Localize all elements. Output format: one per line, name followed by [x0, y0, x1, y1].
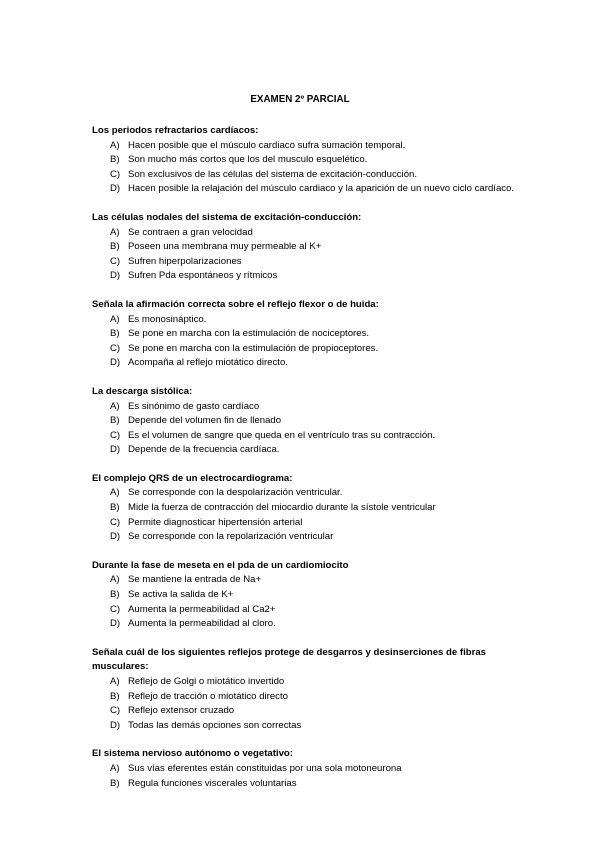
answer-option [92, 704, 532, 719]
option-letter: D) [110, 719, 121, 731]
question-text: Los periodos refractarios cardíacos: [92, 125, 259, 136]
answer-option [92, 240, 532, 255]
answer-option [92, 139, 532, 154]
option-text: Reflejo extensor cruzado [128, 705, 235, 717]
option-text: Se contraen a gran velocidad [128, 226, 253, 238]
option-text: Son mucho más cortos que los del musculo esquelético. [128, 154, 368, 166]
option-text: Hacen posible que el músculo cardiaco sufra sumación temporal. [128, 139, 406, 151]
option-letter: A) [110, 313, 120, 325]
option-text: Sufren Pda espontáneos y rítmicos [128, 270, 278, 282]
question-3 [92, 298, 532, 371]
option-text: Sufren hiperpolarizaciones [128, 255, 242, 267]
answer-option [92, 675, 532, 690]
answer-option [92, 777, 532, 792]
option-text: Reflejo de Golgi o miotático invertido [128, 676, 285, 687]
option-letter: C) [110, 516, 121, 528]
option-letter: B) [110, 502, 120, 514]
answer-option [92, 762, 532, 777]
option-text: Acompaña al reflejo miotático directo. [128, 357, 288, 369]
answer-option [92, 153, 532, 168]
option-text: Mide la fuerza de contracción del miocardio durante la sístole ventricular [128, 502, 436, 514]
question-list [92, 124, 532, 805]
answer-option [92, 719, 532, 734]
option-letter: C) [110, 255, 121, 267]
option-letter: C) [110, 342, 121, 354]
question-6 [92, 559, 532, 632]
option-letter: D) [110, 444, 121, 456]
option-list [92, 486, 532, 544]
question-text: El sistema nervioso autónomo o vegetativo: [92, 748, 293, 760]
option-text: Se corresponde con la repolarización ventricular [128, 531, 334, 543]
option-letter: A) [110, 400, 120, 412]
answer-option [92, 486, 532, 501]
option-text: Son exclusivos de las células del sistema de excitación-conducción. [128, 168, 418, 180]
option-text: Depende del volumen fin de llenado [128, 415, 282, 427]
option-text: Es el volumen de sangre que queda en el ventrículo tras su contracción. [128, 429, 436, 441]
option-letter: D) [110, 618, 121, 630]
question-7 [92, 646, 532, 734]
answer-option [92, 327, 532, 342]
answer-option [92, 313, 532, 328]
exam-title: EXAMEN 2º PARCIAL [250, 94, 350, 105]
question-text: Señala la afirmación correcta sobre el reflejo flexor o de huida: [92, 298, 379, 310]
option-letter: C) [110, 168, 121, 180]
option-letter: B) [110, 690, 120, 702]
option-list [92, 573, 532, 631]
answer-option [92, 690, 532, 705]
option-text: Todas las demás opciones son correctas [128, 719, 302, 731]
option-list [92, 400, 532, 458]
answer-option [92, 501, 532, 516]
question-text: Las células nodales del sistema de excitación-conducción: [92, 211, 362, 223]
option-text: Reflejo de tracción o miotático directo [128, 690, 288, 702]
option-text: Regula funciones viscerales voluntarias [128, 777, 297, 789]
question-8 [92, 747, 532, 791]
option-text: Poseen una membrana muy permeable al K+ [128, 241, 322, 253]
question-text: Durante la fase de meseta en el pda de un cardiomiocito [92, 559, 349, 571]
question-5 [92, 472, 532, 545]
option-text: Se activa la salida de K+ [128, 589, 234, 601]
option-letter: B) [110, 328, 120, 340]
option-letter: A) [110, 487, 120, 499]
option-letter: A) [110, 226, 120, 238]
answer-option [92, 226, 532, 241]
option-list [92, 762, 532, 791]
option-letter: B) [110, 241, 120, 253]
answer-option [92, 429, 532, 444]
answer-option [92, 269, 532, 284]
answer-option [92, 182, 532, 197]
option-text: Sus vías eferentes están constituidas por una sola motoneurona [128, 762, 402, 774]
question-4 [92, 385, 532, 458]
question-2 [92, 211, 532, 284]
answer-option [92, 168, 532, 183]
option-letter: A) [110, 574, 120, 586]
answer-option [92, 573, 532, 588]
option-text: Permite diagnosticar hipertensión arterial [128, 516, 303, 528]
answer-option [92, 356, 532, 371]
answer-option [92, 443, 532, 458]
option-text: Se mantiene la entrada de Na+ [128, 574, 262, 586]
option-text: Aumenta la permeabilidad al Ca2+ [128, 603, 276, 615]
option-text: Es sinónimo de gasto cardíaco [128, 400, 260, 412]
answer-option [92, 617, 532, 632]
option-letter: B) [110, 415, 120, 427]
option-list [92, 675, 532, 733]
option-text: Se corresponde con la despolarización ventricular. [128, 487, 343, 499]
question-1 [92, 124, 532, 197]
option-list [92, 313, 532, 371]
option-letter: C) [110, 603, 121, 615]
question-text: El complejo QRS de un electrocardiograma: [92, 472, 293, 484]
option-letter: A) [110, 762, 120, 774]
answer-option [92, 530, 532, 545]
answer-option [92, 400, 532, 415]
option-letter: C) [110, 429, 121, 441]
option-letter: D) [110, 270, 121, 282]
option-letter: C) [110, 705, 121, 717]
option-letter: D) [110, 183, 121, 195]
option-letter: D) [110, 531, 121, 543]
option-letter: B) [110, 154, 120, 166]
option-text: Se pone en marcha con la estimulación de propioceptores. [128, 342, 379, 354]
option-text: Aumenta la permeabilidad al cloro. [128, 618, 276, 630]
question-text: La descarga sistólica: [92, 385, 193, 397]
option-text: Se pone en marcha con la estimulación de nociceptores. [128, 328, 370, 340]
answer-option [92, 342, 532, 357]
answer-option [92, 516, 532, 531]
option-letter: D) [110, 357, 121, 369]
option-letter: A) [110, 139, 120, 151]
option-list [92, 226, 532, 284]
answer-option [92, 255, 532, 270]
option-list [92, 139, 532, 197]
option-letter: B) [110, 777, 120, 789]
answer-option [92, 603, 532, 618]
option-text: Hacen posible la relajación del músculo cardiaco y la aparición de un nuevo ciclo cardíaco. [128, 183, 515, 195]
answer-option [92, 588, 532, 603]
option-letter: B) [110, 589, 120, 601]
option-text: Es monosináptico. [128, 313, 207, 325]
answer-option [92, 414, 532, 429]
question-text: Señala cuál de los siguientes reflejos protege de desgarros y desinserciones de fibras musculares: [92, 646, 487, 673]
option-text: Depende de la frecuencia cardíaca. [128, 444, 280, 456]
option-letter: A) [110, 676, 120, 687]
